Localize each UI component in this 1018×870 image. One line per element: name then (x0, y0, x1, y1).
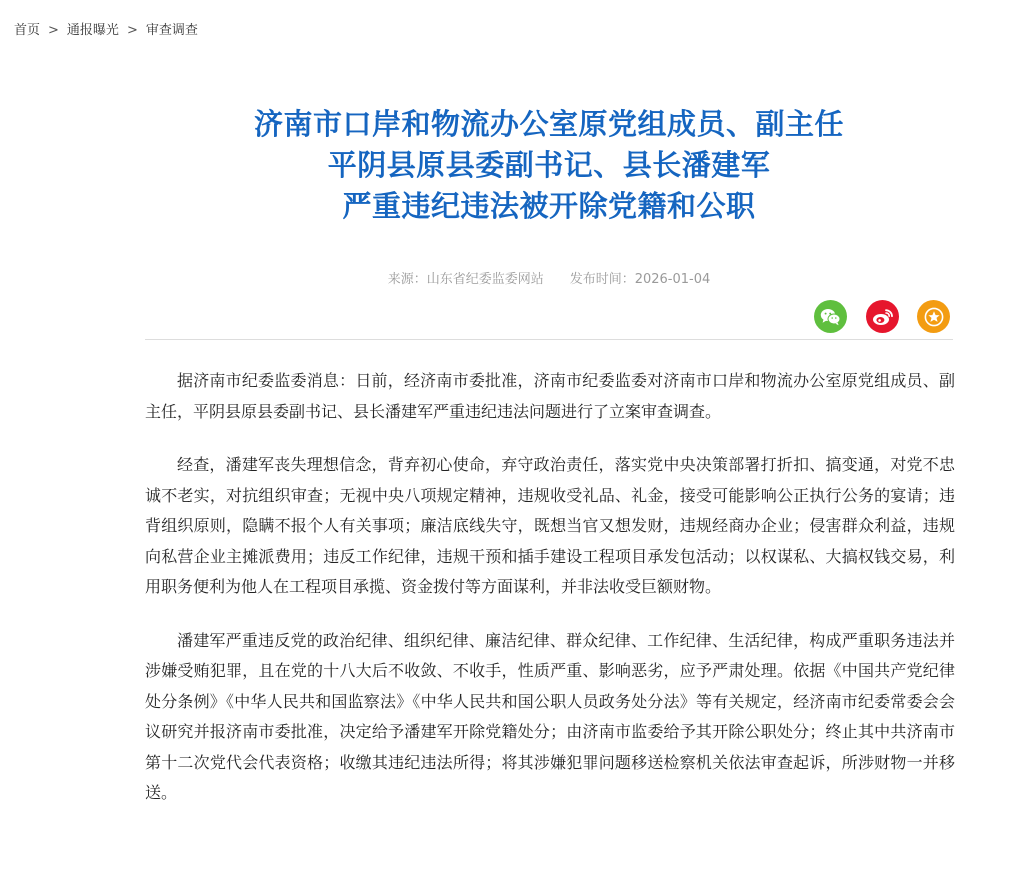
article-paragraph: 潘建军严重违反党的政治纪律、组织纪律、廉洁纪律、群众纪律、工作纪律、生活纪律，构成严重职务违法并涉嫌受贿犯罪，且在党的十八大后不收敛、不收手，性质严重、影响恶劣，应予严肃处理。依据《中国共产党纪律处分条例》《中华人民共和国监察法》《中华人民共和国公职人员政务处分法》等有关规定，经济南市纪委常委会会议研究并报济南市委批准，决定给予潘建军开除党籍处分；由济南市监委给予其开除公职处分；终止其中共济南市第十二次党代会代表资格；收缴其违纪违法所得；将其涉嫌犯罪问题移送检察机关依法审查起诉，所涉财物一并移送。 (145, 630, 955, 802)
article-title-line: 平阴县原县委副书记、县长潘建军 (327, 148, 771, 182)
article-meta (145, 271, 953, 289)
wechat-share-button[interactable] (814, 300, 847, 333)
article-title-line: 严重违纪违法被开除党籍和公职 (342, 189, 756, 223)
weibo-share-button[interactable] (866, 300, 899, 333)
article-source: 来源：山东省纪委监委网站 (387, 272, 544, 287)
favorite-share-button[interactable] (917, 300, 950, 333)
star-icon (924, 307, 944, 327)
breadcrumb-exposure-link[interactable]: 通报曝光 (66, 23, 119, 38)
breadcrumb-separator: > (126, 23, 138, 38)
wechat-icon (820, 308, 841, 326)
article-title (145, 104, 953, 227)
article-paragraph: 据济南市纪委监委消息：日前，经济南市委批准，济南市纪委监委对济南市口岸和物流办公室原党组成员、副主任，平阴县原县委副书记、县长潘建军严重违纪违法问题进行了立案审查调查。 (145, 371, 955, 421)
breadcrumb-investigation-link[interactable]: 审查调查 (145, 23, 198, 38)
breadcrumb-home-link[interactable]: 首页 (14, 23, 41, 38)
weibo-icon (872, 307, 894, 327)
content-divider (145, 339, 953, 340)
article-body (145, 366, 955, 832)
breadcrumb (14, 22, 198, 40)
breadcrumb-separator: > (48, 23, 59, 38)
article-publish-time: 发布时间：2026-01-04 (569, 272, 711, 287)
article-title-line: 济南市口岸和物流办公室原党组成员、副主任 (253, 107, 844, 141)
article-paragraph: 经查，潘建军丧失理想信念，背弃初心使命，弃守政治责任，落实党中央决策部署打折扣、搞变通，对党不忠诚不老实，对抗组织审查；无视中央八项规定精神，违规收受礼品、礼金，接受可能影响公正执行公务的宴请；违背组织原则，隐瞒不报个人有关事项；廉洁底线失守，既想当官又想发财，违规经商办企业；侵害群众利益，违规向私营企业主摊派费用；违反工作纪律，违规干预和插手建设工程项目承发包活动；以权谋私、大搞权钱交易，利用职务便利为他人在工程项目承揽、资金拨付等方面谋利，并非法收受巨额财物。 (145, 455, 955, 596)
